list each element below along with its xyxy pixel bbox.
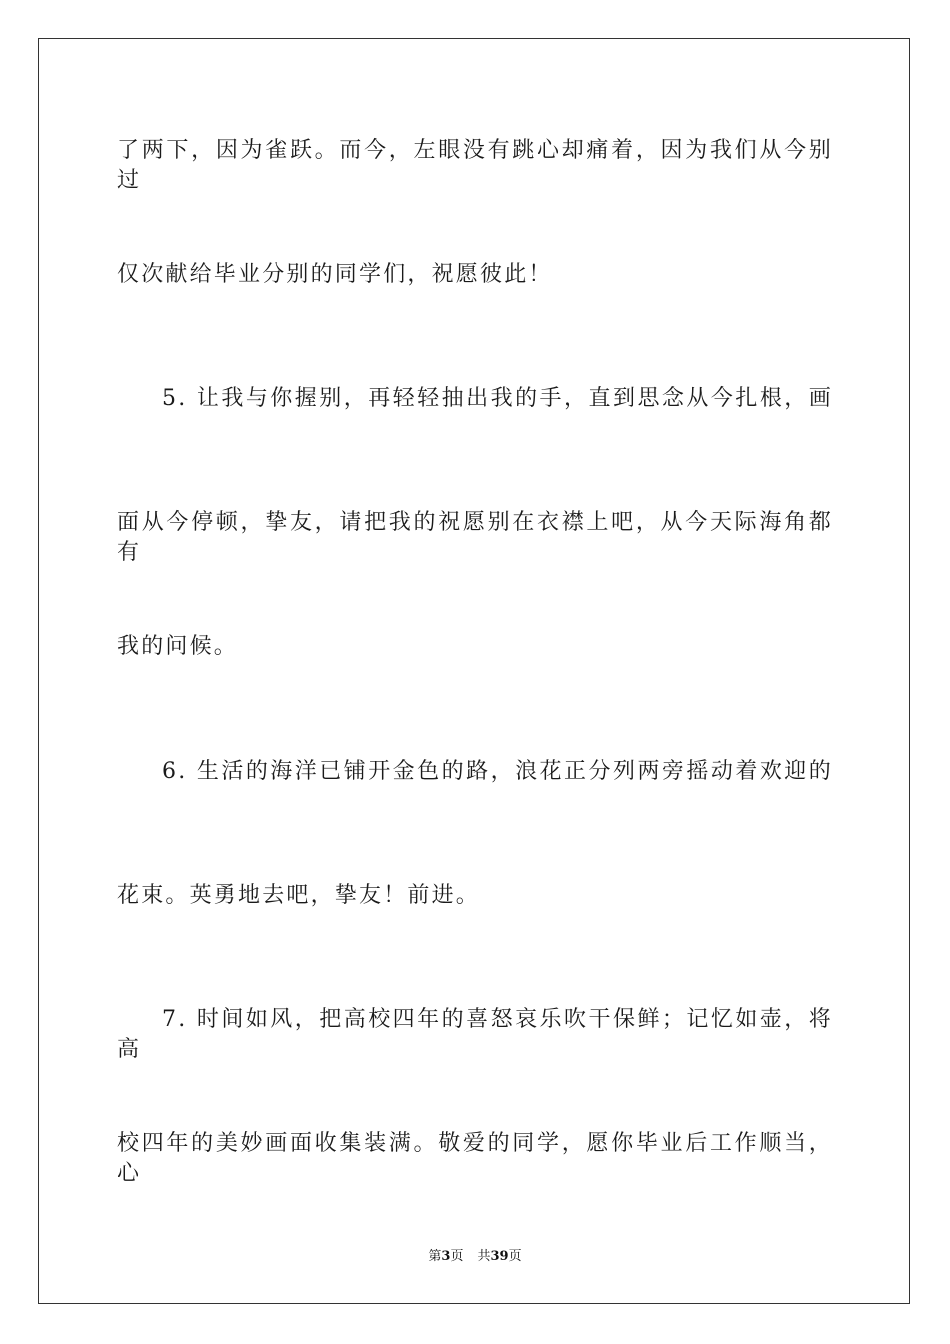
text-line-9: 校四年的美妙画面收集装满。敬爱的同学，愿你毕业后工作顺当，心: [117, 1131, 833, 1186]
page-number: 3: [441, 1249, 451, 1264]
text-line-3: 5. 让我与你握别，再轻轻抽出我的手，直到思念从今扎根，画: [162, 386, 833, 411]
text-line-1: 了两下，因为雀跃。而今，左眼没有跳心却痛着，因为我们从今别过: [117, 138, 833, 193]
page-border: [38, 38, 910, 1304]
total-suffix: 页: [508, 1249, 522, 1264]
text-line-7: 花束。英勇地去吧，挚友！前进。: [117, 883, 481, 908]
page-prefix: 第: [428, 1249, 442, 1264]
text-line-5: 我的问候。: [117, 634, 239, 659]
total-pages: 39: [490, 1249, 509, 1264]
total-prefix: 共: [477, 1249, 491, 1264]
page-footer: [0, 1248, 950, 1266]
text-line-6: 6. 生活的海洋已铺开金色的路，浪花正分列两旁摇动着欢迎的: [162, 759, 833, 784]
text-line-8: 7. 时间如风，把高校四年的喜怒哀乐吹干保鲜；记忆如壶，将高: [117, 1007, 833, 1062]
page-suffix: 页: [450, 1249, 464, 1264]
text-line-4: 面从今停顿，挚友，请把我的祝愿别在衣襟上吧，从今天际海角都有: [117, 510, 833, 565]
text-line-2: 仅次献给毕业分别的同学们，祝愿彼此！: [117, 262, 553, 287]
